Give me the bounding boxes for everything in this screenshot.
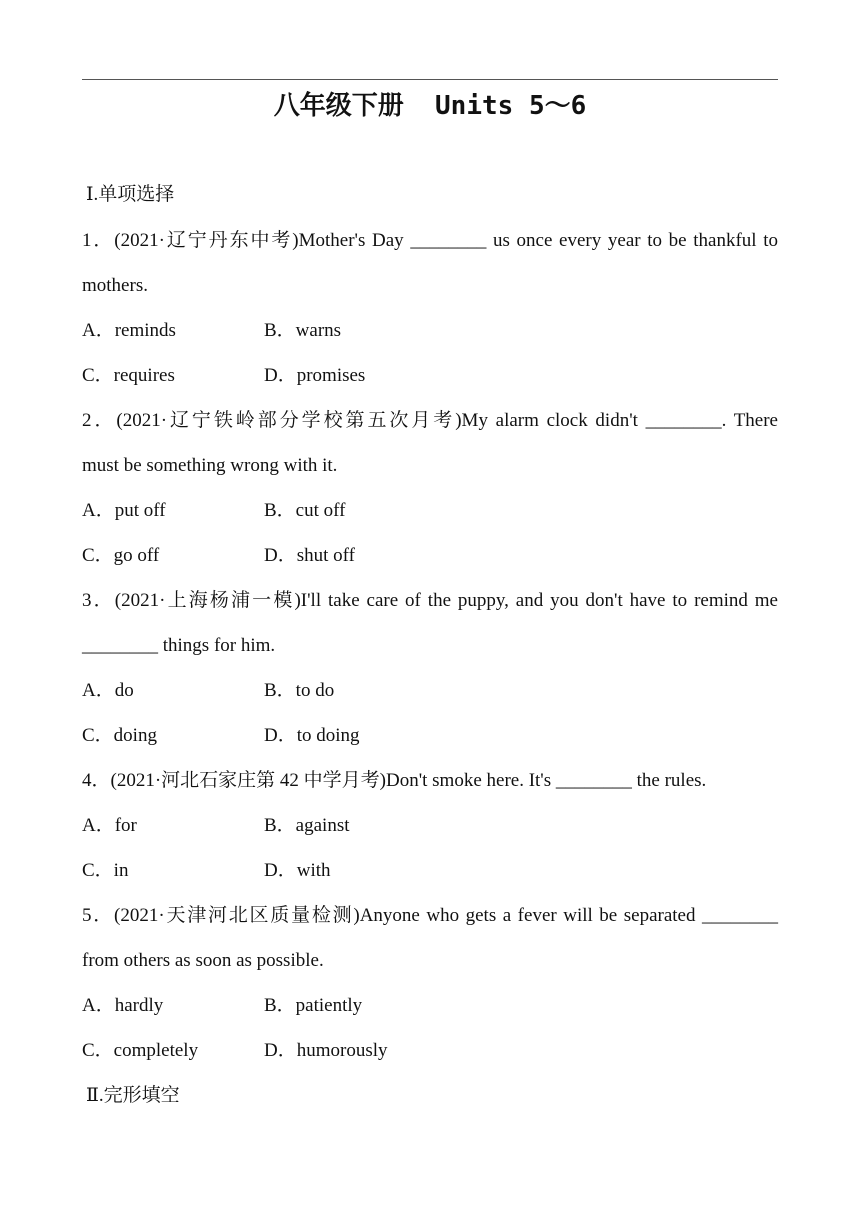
question-2-option-a: A．put off bbox=[82, 500, 166, 521]
question-3-stem-continued: ________ things for him. bbox=[82, 635, 276, 656]
question-1-option-d: D．promises bbox=[264, 365, 366, 386]
question-4-option-d: D．with bbox=[264, 860, 331, 881]
question-4-option-a: A．for bbox=[82, 815, 137, 836]
question-4-stem: 4．(2021·河北石家庄第 42 中学月考)Don't smoke here. It's ________ the rules. bbox=[82, 770, 707, 791]
question-3-option-b: B．to do bbox=[264, 680, 335, 701]
question-5-stem: 5．(2021·天津河北区质量检测)Anyone who gets a fever will be separated ________ bbox=[82, 905, 778, 926]
question-5-option-b: B．patiently bbox=[264, 995, 363, 1016]
question-3-option-a: A．do bbox=[82, 680, 134, 701]
question-1-option-b: B．warns bbox=[264, 320, 342, 341]
question-1-stem-continued: mothers. bbox=[82, 275, 148, 296]
question-2-option-b: B．cut off bbox=[264, 500, 346, 521]
section-heading-single-choice: Ⅰ.单项选择 bbox=[86, 184, 175, 205]
question-5-stem-continued: from others as soon as possible. bbox=[82, 950, 324, 971]
header-rule bbox=[82, 79, 778, 80]
question-3-option-c: C．doing bbox=[82, 725, 157, 746]
question-1-stem: 1．(2021·辽宁丹东中考)Mother's Day ________ us once every year to be thankful to bbox=[82, 230, 778, 251]
question-2-stem-continued: must be something wrong with it. bbox=[82, 455, 338, 476]
question-2-stem: 2．(2021·辽宁铁岭部分学校第五次月考)My alarm clock didn't ________. There bbox=[82, 410, 778, 431]
question-4-option-c: C．in bbox=[82, 860, 129, 881]
question-2-option-c: C．go off bbox=[82, 545, 160, 566]
question-5-option-a: A．hardly bbox=[82, 995, 164, 1016]
question-1-option-a: A．reminds bbox=[82, 320, 176, 341]
question-5-option-d: D．humorously bbox=[264, 1040, 388, 1061]
question-2-option-d: D．shut off bbox=[264, 545, 355, 566]
question-4-option-b: B．against bbox=[264, 815, 350, 836]
question-3-option-d: D．to doing bbox=[264, 725, 360, 746]
question-3-stem: 3．(2021·上海杨浦一模)I'll take care of the puppy, and you don't have to remind me bbox=[82, 590, 778, 611]
page-title: 八年级下册 Units 5～6 bbox=[273, 91, 587, 121]
question-5-option-c: C．completely bbox=[82, 1040, 199, 1061]
question-1-option-c: C．requires bbox=[82, 365, 175, 386]
section-heading-cloze: Ⅱ.完形填空 bbox=[86, 1085, 180, 1106]
